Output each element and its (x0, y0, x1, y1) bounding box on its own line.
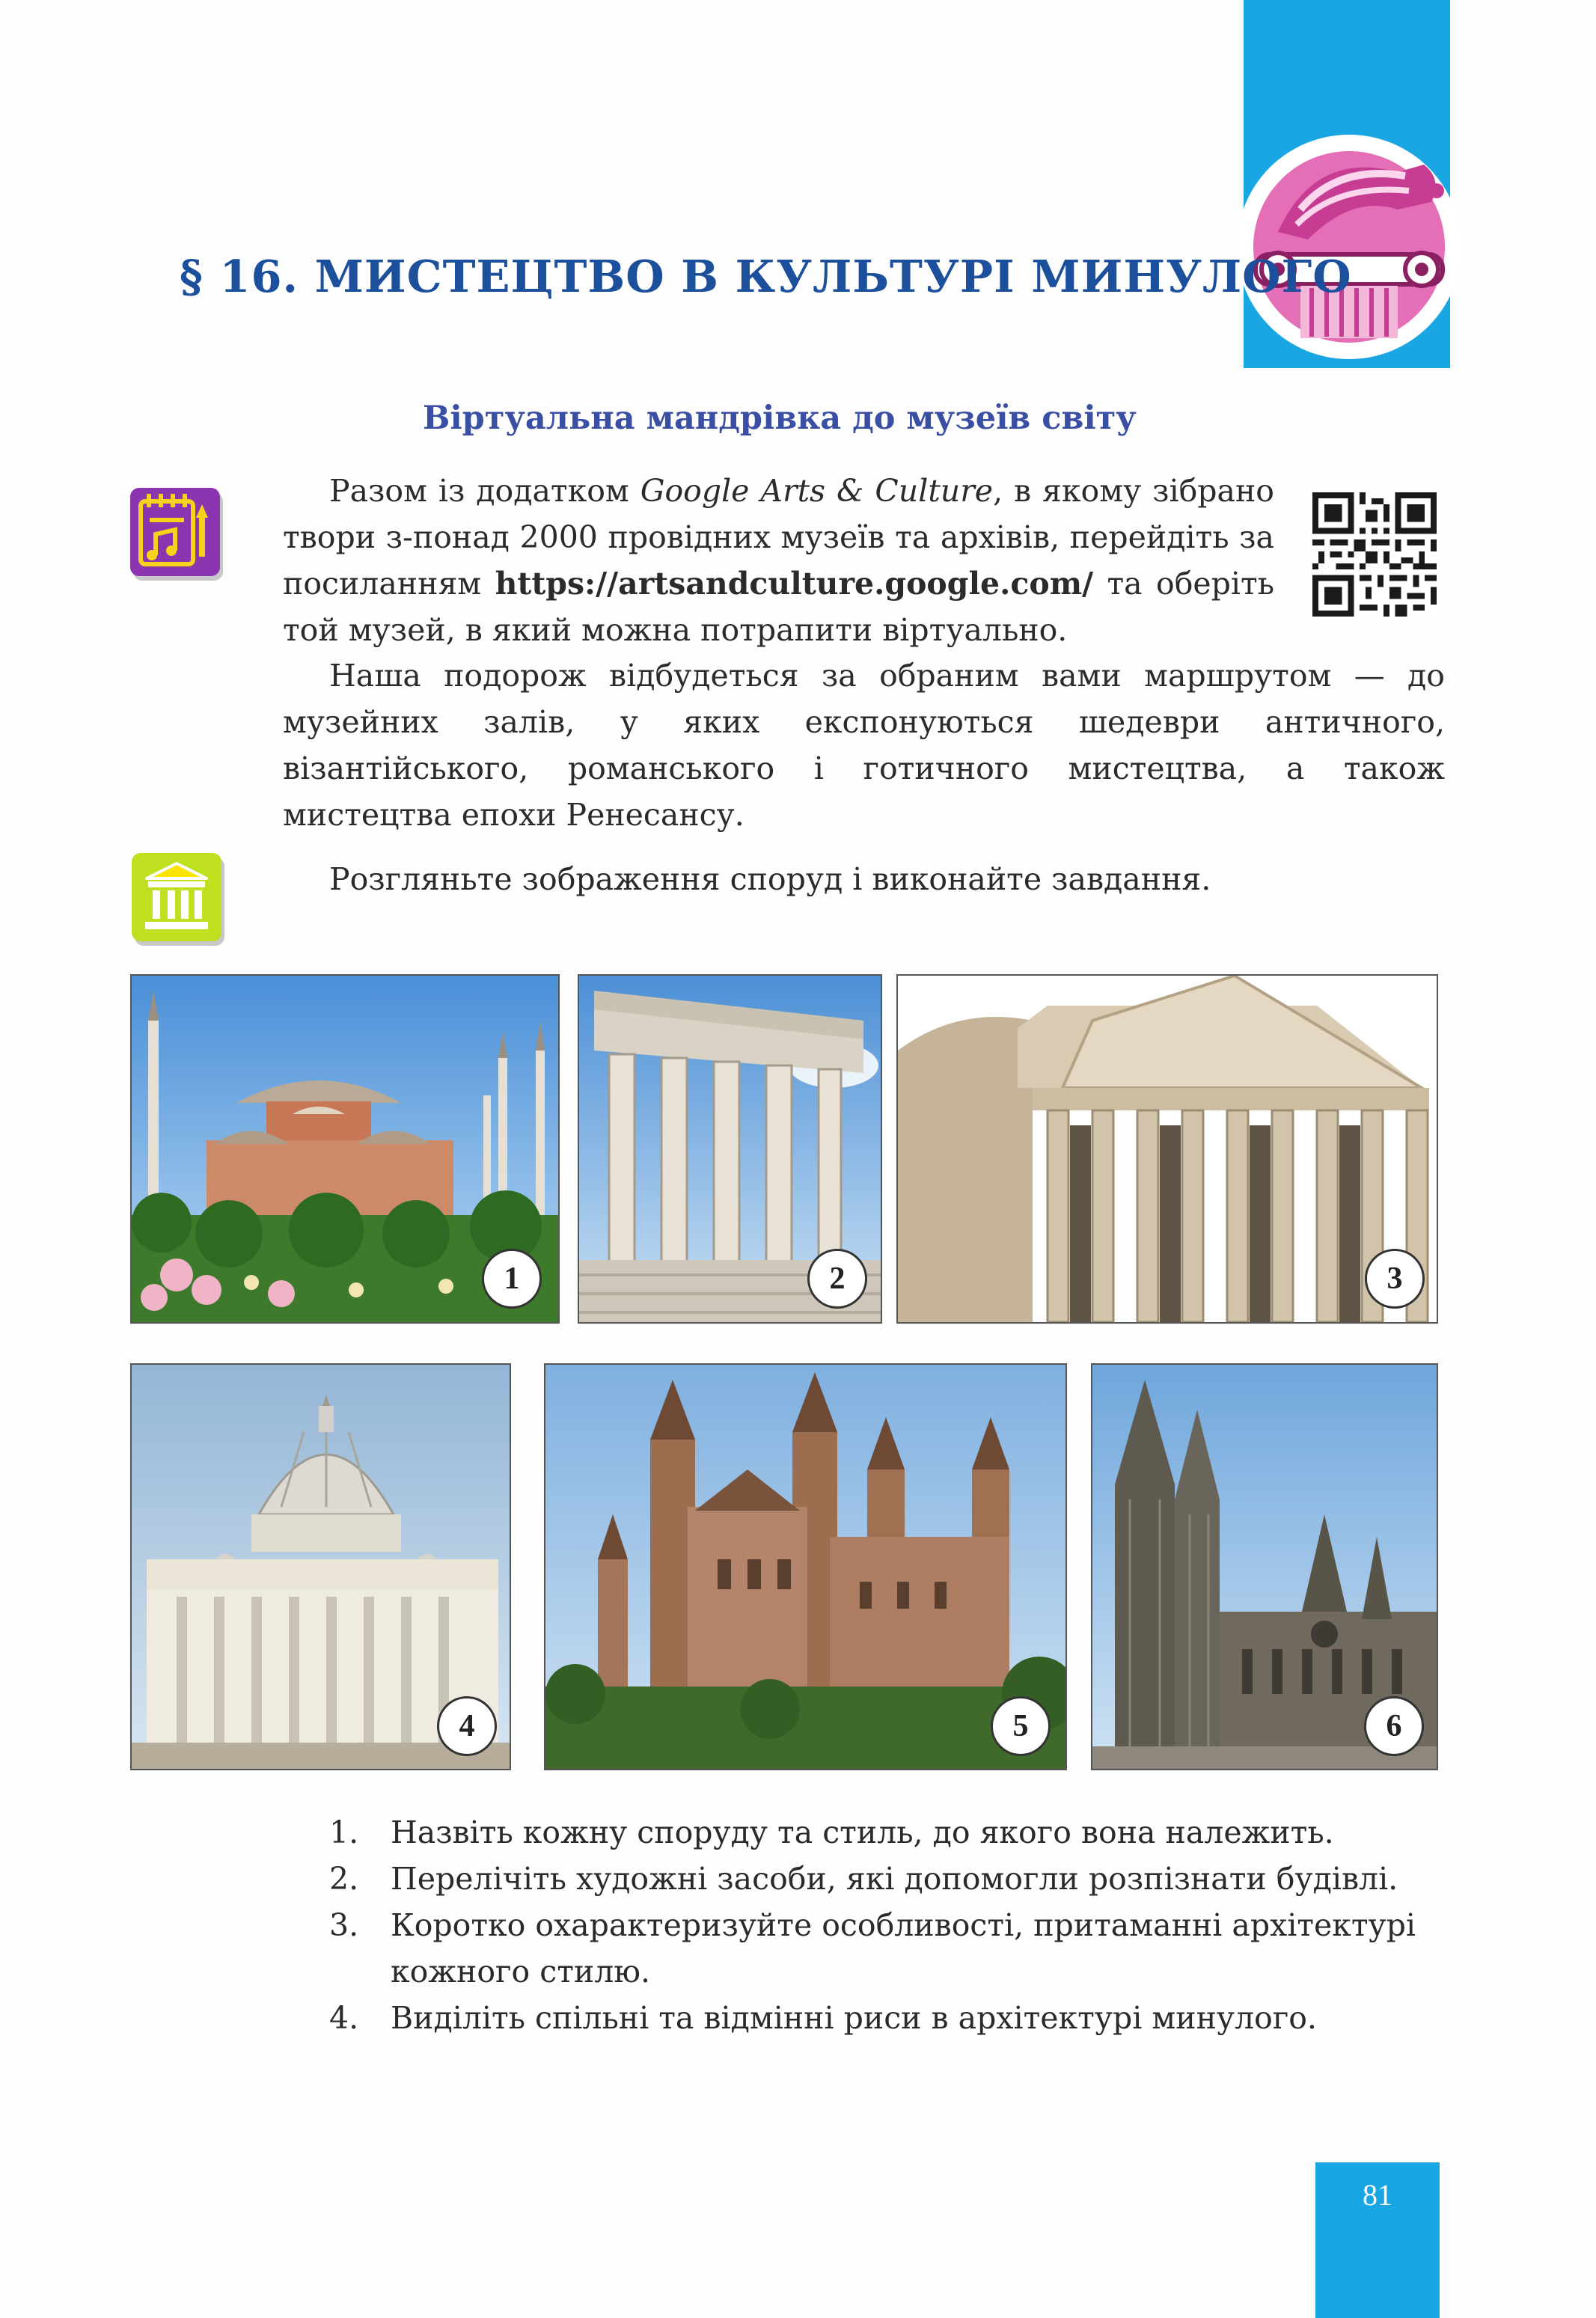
qr-code-icon[interactable] (1312, 492, 1437, 617)
page-title: § 16. МИСТЕЦТВО В КУЛЬТУРІ МИНУЛОГО (180, 251, 1352, 302)
task-number: 1. (329, 1814, 359, 1850)
photo-number-badge: 4 (437, 1696, 497, 1756)
section-subtitle: Віртуальна мандрівка до музеїв світу (423, 400, 1137, 437)
task-list (329, 1809, 1448, 2041)
task-text: Перелічіть художні засоби, які допомогли розпізнати будівлі. (391, 1861, 1398, 1897)
pantheon-photo (896, 974, 1438, 1324)
list-item (329, 1809, 1448, 1856)
photo-number-badge: 3 (1365, 1249, 1425, 1309)
intro-text-after: та оберіть той музей, в який можна потрапити віртуально. (283, 566, 1274, 648)
photo-number-badge: 5 (991, 1696, 1051, 1756)
list-item (329, 1995, 1448, 2041)
task-number: 4. (329, 2000, 359, 2036)
intro-paragraph (283, 468, 1274, 653)
greek-temple-photo (578, 974, 882, 1324)
list-item (329, 1902, 1448, 1995)
task-text: Виділіть спільні та відмінні риси в архітектурі минулого. (391, 2000, 1317, 2036)
journey-paragraph: Наша подорож відбудеться за обраним вами маршрутом — до музейних залів, у яких експонуються шедеври античного, візантійського, романського і готичного мистецтва, а також мистецтва епохи Ренесансу. (283, 658, 1445, 833)
task-number: 2. (329, 1861, 359, 1897)
task-text: Назвіть кожну споруду та стиль, до якого вона належить. (391, 1814, 1334, 1850)
task-text: Коротко охарактеризуйте особливості, притаманні архітектурі кожного стилю. (391, 1907, 1416, 1990)
st-peters-basilica-photo (130, 1363, 511, 1770)
romanesque-cathedral-photo (544, 1363, 1067, 1770)
lyre-column-icon (1226, 120, 1473, 367)
music-notes-icon (130, 488, 220, 576)
app-name: Google Arts & Culture (640, 473, 994, 509)
photo-number-badge: 1 (482, 1249, 542, 1309)
page-number: 81 (1363, 2178, 1392, 2212)
intro-text-before: Разом із додатком (329, 473, 640, 509)
gothic-cathedral-photo (1091, 1363, 1438, 1770)
photo-number-badge: 2 (807, 1249, 867, 1309)
list-item (329, 1856, 1448, 1902)
task-instruction: Розгляньте зображення споруд і виконайте завдання. (329, 861, 1211, 897)
task-number: 3. (329, 1907, 359, 1943)
museum-link[interactable]: https://artsandculture.google.com/ (495, 566, 1094, 602)
intro-text-middle: , в якому зібрано твори з-понад 2000 провідних музеїв та архівів, перейдіть за посиланням (283, 473, 1274, 602)
museum-icon (132, 853, 221, 941)
photo-number-badge: 6 (1364, 1696, 1424, 1756)
hagia-sophia-photo (130, 974, 560, 1324)
